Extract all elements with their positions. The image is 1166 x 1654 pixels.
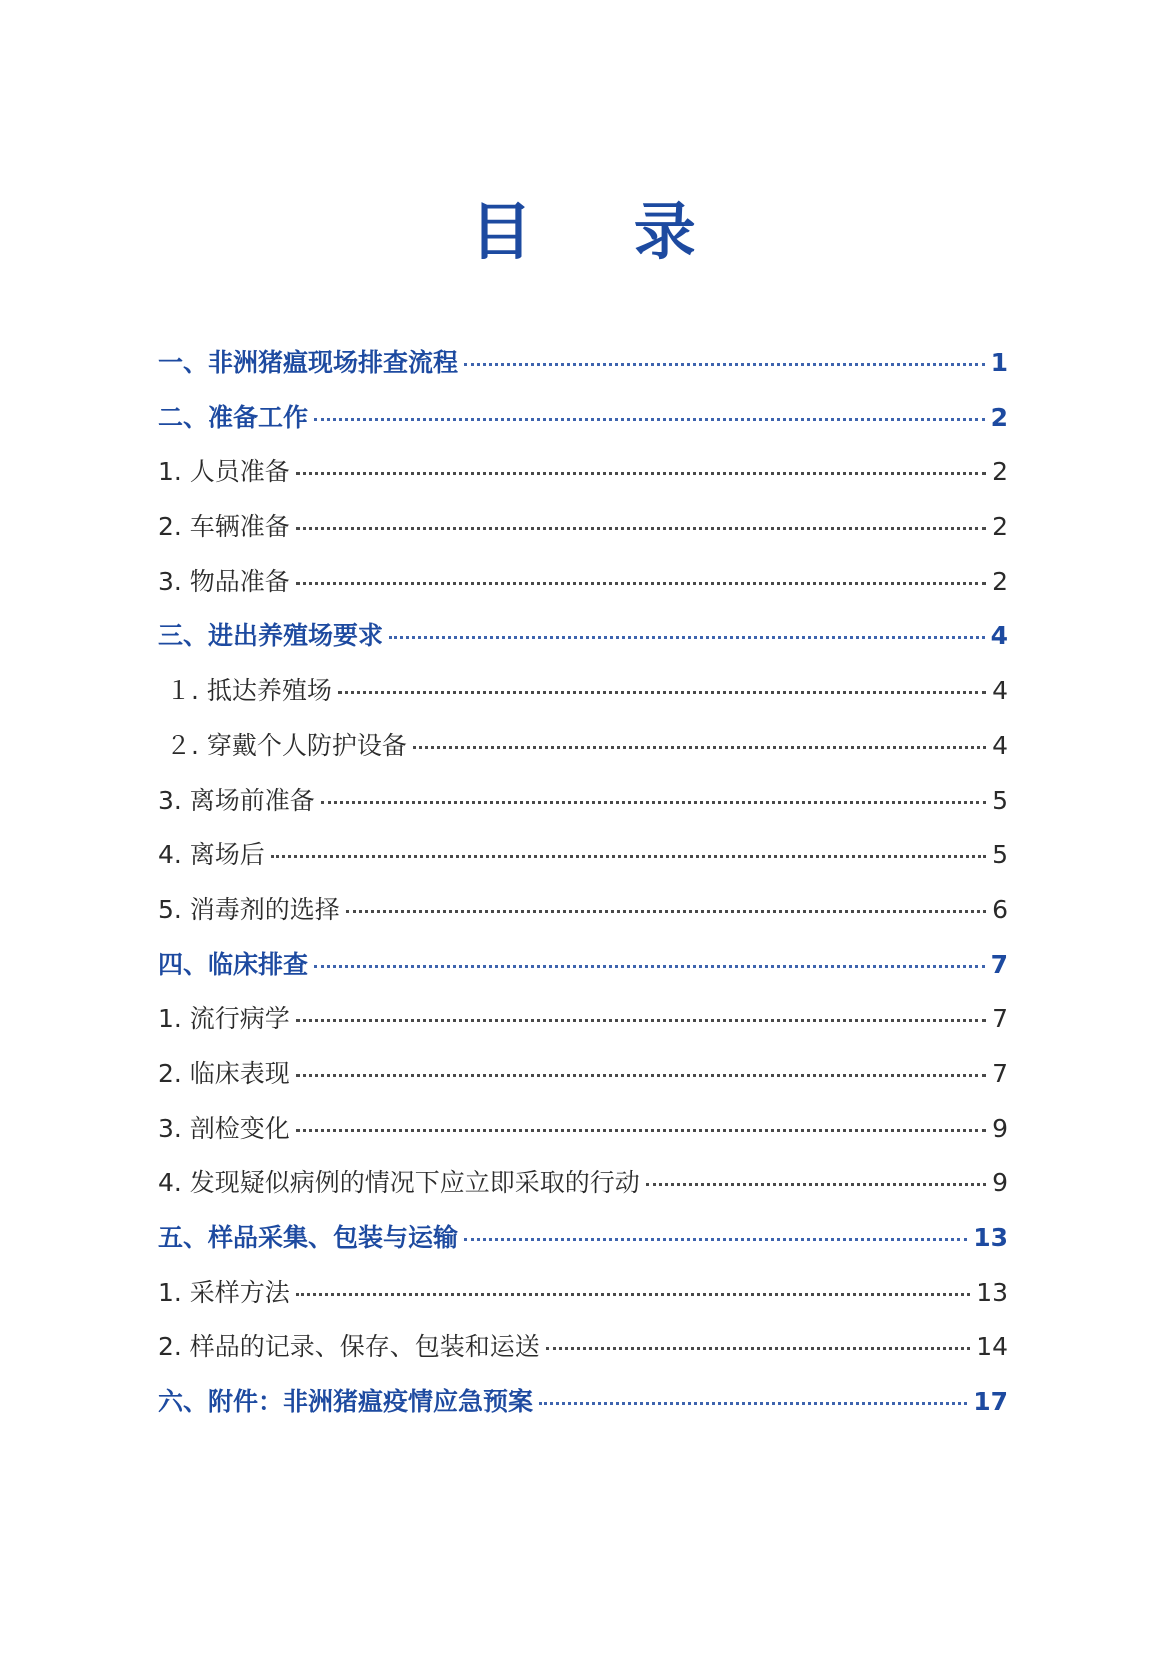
toc-entry-label: 3. 剖检变化 [158,1113,290,1143]
toc-entry-label: 3. 物品准备 [158,566,290,596]
toc-entry-label: 5. 消毒剂的选择 [158,894,340,924]
toc-entry-label: 1. 采样方法 [158,1277,290,1307]
toc-dot-leader [321,801,986,804]
toc-subsection-entry[interactable] [158,883,1008,938]
toc-page-number: 7 [990,949,1008,979]
toc-dot-leader [464,363,985,366]
toc-page-number: 13 [976,1277,1008,1307]
toc-dot-leader [346,910,986,913]
table-of-contents [158,336,1008,1430]
toc-section-entry[interactable] [158,336,1008,391]
toc-subsection-entry[interactable] [158,1320,1008,1375]
toc-entry-label: 四、临床排查 [158,949,309,979]
toc-entry-label: 4. 离场后 [158,840,265,870]
toc-entry-label: 三、进出养殖场要求 [158,621,384,651]
toc-page-number: 17 [973,1387,1008,1417]
toc-section-entry[interactable] [158,1375,1008,1430]
toc-subsection-entry[interactable] [158,719,1008,774]
toc-entry-label: 1. 流行病学 [158,1004,290,1034]
toc-dot-leader [464,1238,967,1241]
toc-page-number: 5 [992,840,1008,870]
toc-page-number: 13 [973,1223,1008,1252]
toc-page-number: 7 [992,1004,1008,1034]
toc-dot-leader [296,1129,986,1132]
toc-entry-label: １. 抵达养殖场 [166,676,332,706]
toc-subsection-entry[interactable] [158,1047,1008,1102]
toc-dot-leader [314,418,985,421]
toc-dot-leader [314,965,985,968]
toc-subsection-entry[interactable] [158,664,1008,719]
toc-dot-leader [389,636,985,639]
toc-entry-label: 二、准备工作 [158,402,309,432]
toc-page-number: 2 [992,457,1008,487]
toc-section-entry[interactable] [158,609,1008,664]
toc-dot-leader [296,527,986,530]
toc-dot-leader [296,1074,986,1077]
toc-title: 目 录 [470,195,736,268]
toc-dot-leader [539,1402,967,1405]
toc-entry-label: ２. 穿戴个人防护设备 [166,730,407,760]
toc-page-number: 5 [992,785,1008,815]
toc-page-number: 2 [990,402,1008,432]
toc-entry-label: 五、样品采集、包装与运输 [158,1223,459,1252]
toc-section-entry[interactable] [158,1211,1008,1266]
toc-page-number: 1 [990,348,1008,377]
toc-subsection-entry[interactable] [158,774,1008,829]
toc-dot-leader [646,1183,986,1186]
toc-subsection-entry[interactable] [158,500,1008,555]
toc-dot-leader [296,582,986,585]
toc-dot-leader [296,1019,986,1022]
toc-subsection-entry[interactable] [158,1156,1008,1211]
toc-dot-leader [413,746,986,749]
toc-entry-label: 1. 人员准备 [158,457,290,487]
toc-page-number: 4 [990,621,1008,651]
toc-subsection-entry[interactable] [158,445,1008,500]
toc-dot-leader [546,1347,970,1350]
toc-page-number: 6 [992,894,1008,924]
toc-subsection-entry[interactable] [158,992,1008,1047]
toc-entry-label: 六、附件：非洲猪瘟疫情应急预案 [158,1387,534,1417]
toc-page-number: 2 [992,566,1008,596]
toc-page-number: 14 [976,1332,1008,1362]
toc-entry-label: 一、非洲猪瘟现场排查流程 [158,348,459,377]
toc-page-number: 9 [992,1113,1008,1143]
toc-section-entry[interactable] [158,938,1008,993]
toc-entry-label: 3. 离场前准备 [158,785,315,815]
toc-entry-label: 2. 临床表现 [158,1058,290,1088]
toc-subsection-entry[interactable] [158,555,1008,610]
toc-page-number: 4 [992,676,1008,706]
toc-subsection-entry[interactable] [158,828,1008,883]
toc-page-number: 4 [992,730,1008,760]
toc-page-number: 2 [992,512,1008,542]
toc-dot-leader [338,691,986,694]
toc-dot-leader [296,1293,970,1296]
toc-dot-leader [271,855,986,858]
toc-entry-label: 2. 样品的记录、保存、包装和运送 [158,1332,540,1362]
toc-page-number: 9 [992,1168,1008,1198]
toc-entry-label: 4. 发现疑似病例的情况下应立即采取的行动 [158,1168,640,1198]
toc-entry-label: 2. 车辆准备 [158,512,290,542]
toc-subsection-entry[interactable] [158,1266,1008,1321]
toc-page-number: 7 [992,1058,1008,1088]
toc-dot-leader [296,472,986,475]
toc-section-entry[interactable] [158,391,1008,446]
toc-subsection-entry[interactable] [158,1102,1008,1157]
